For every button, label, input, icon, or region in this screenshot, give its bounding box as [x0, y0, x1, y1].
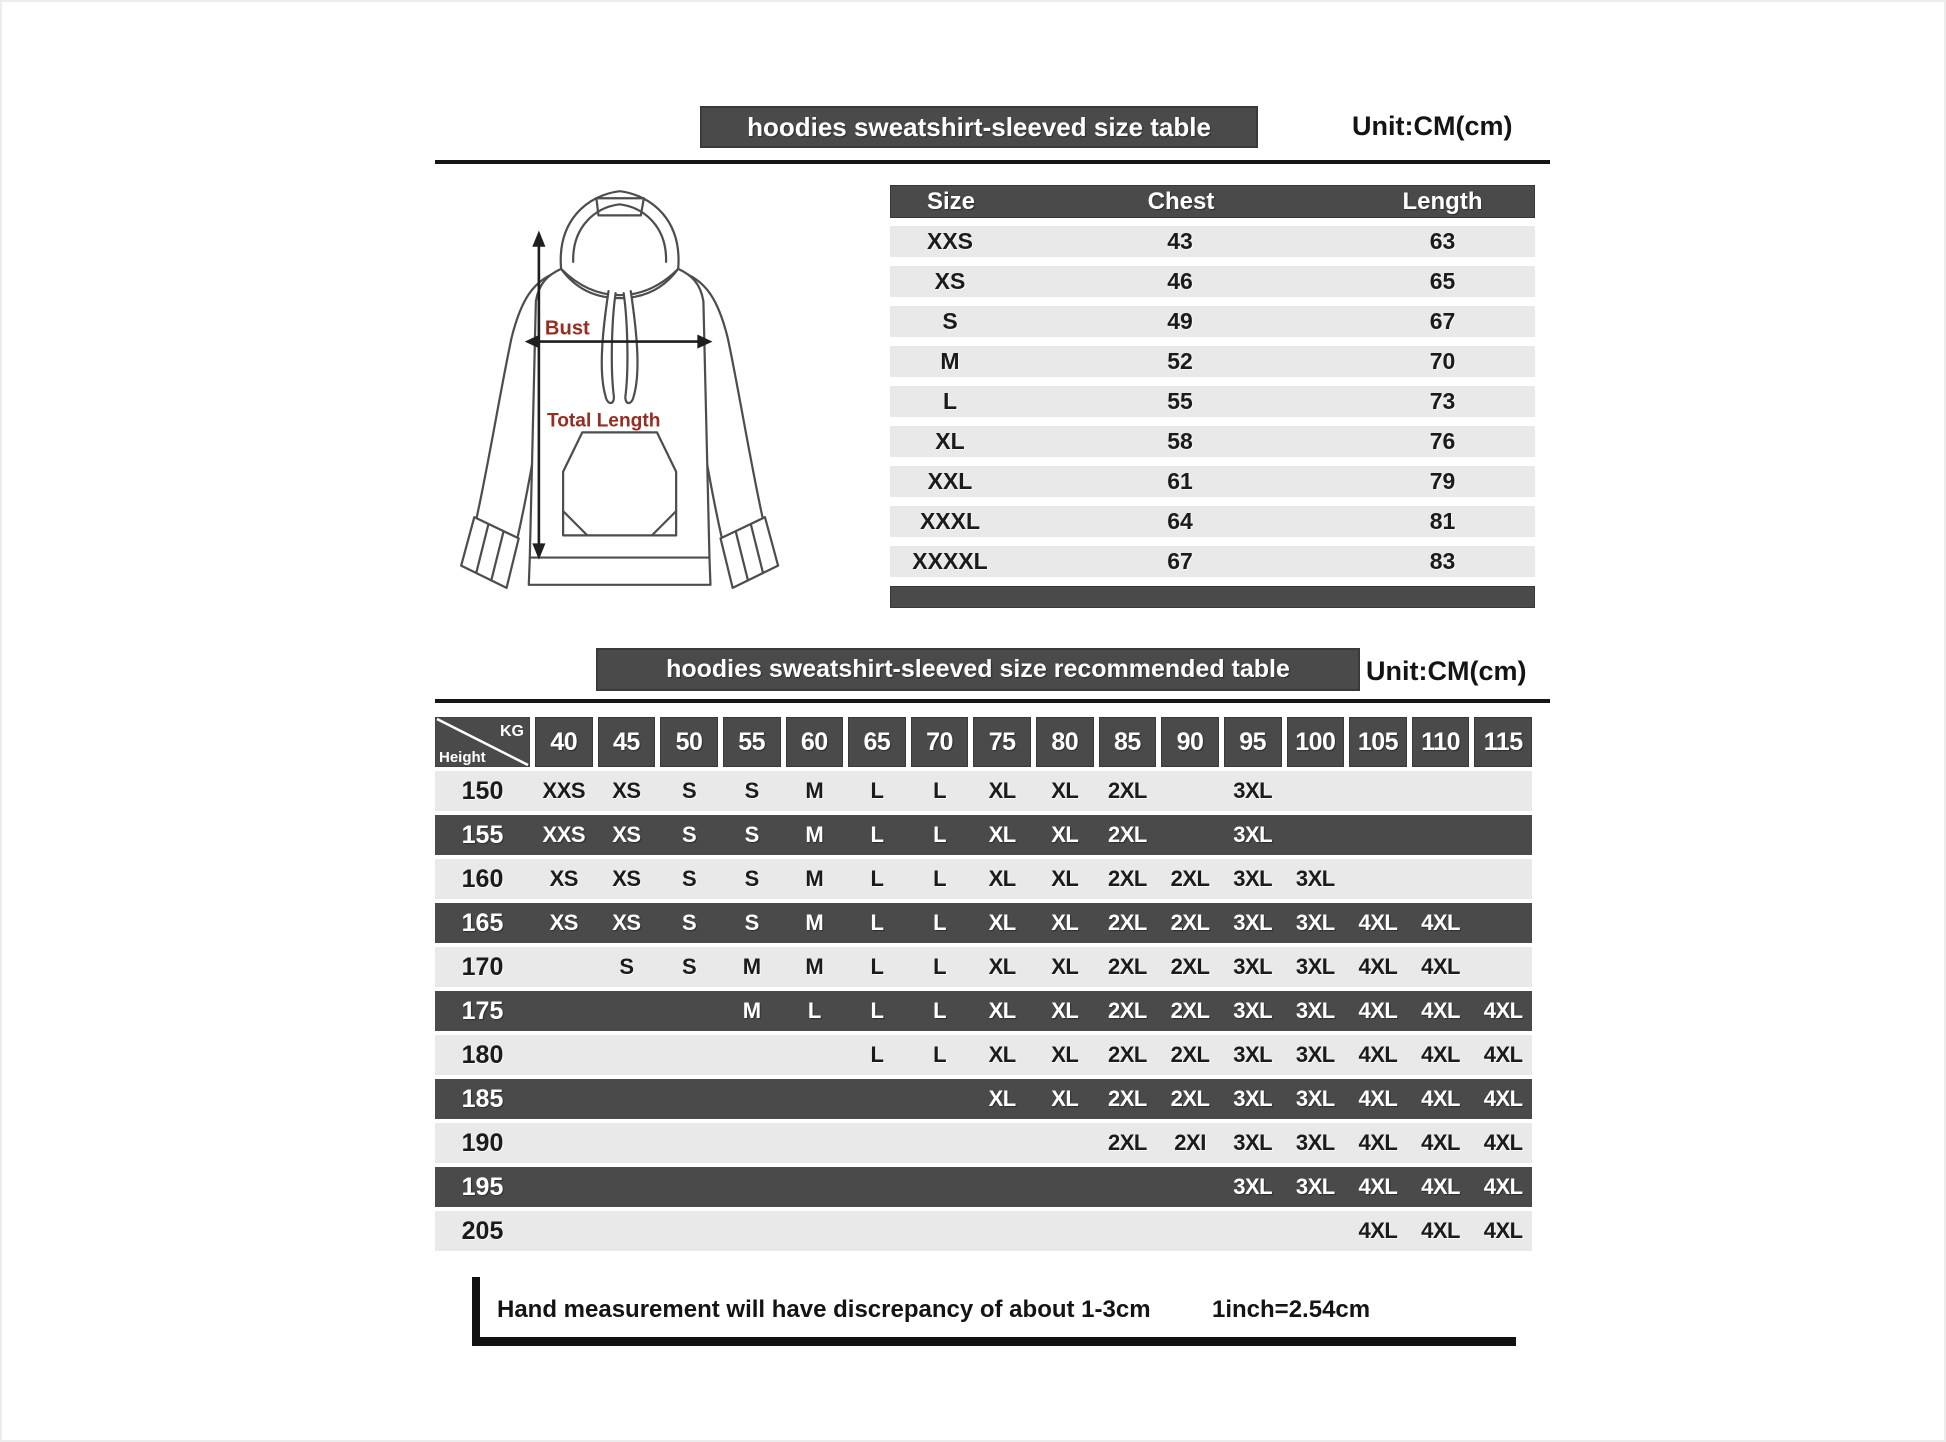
matrix-size-cell: S	[681, 910, 697, 935]
matrix-size-cell: 3XL	[1233, 954, 1273, 979]
size-table-cell-size: XXXXL	[912, 548, 988, 574]
matrix-height-label: 155	[461, 820, 504, 849]
size-table-cell-length: 65	[1429, 268, 1456, 294]
matrix-size-cell: S	[619, 954, 634, 979]
matrix-row	[435, 815, 1532, 855]
table1-title-bar	[700, 106, 1258, 148]
matrix-height-label: 195	[461, 1172, 504, 1201]
matrix-size-cell: XL	[1051, 910, 1079, 935]
size-table-row	[890, 226, 1535, 257]
matrix-size-cell: 2XL	[1170, 1086, 1210, 1111]
matrix-row	[435, 1211, 1532, 1251]
matrix-size-cell: S	[681, 954, 697, 979]
matrix-size-cell: 4XL	[1483, 1218, 1523, 1243]
matrix-size-cell: XL	[988, 998, 1016, 1023]
matrix-size-cell: 3XL	[1295, 954, 1335, 979]
kg-column-header: 40	[535, 717, 593, 767]
matrix-size-cell: 2XL	[1108, 822, 1147, 847]
matrix-size-cell: M	[805, 954, 824, 979]
matrix-size-cell: S	[681, 866, 697, 891]
matrix-row	[435, 771, 1532, 811]
matrix-size-cell: M	[805, 866, 824, 891]
kg-column-header: 100	[1287, 717, 1345, 767]
matrix-size-cell: L	[870, 822, 884, 847]
footer-bracket-vertical	[472, 1277, 480, 1346]
matrix-size-cell: XL	[988, 866, 1016, 891]
matrix-size-cell: 3XL	[1233, 910, 1273, 935]
matrix-size-cell: 3XL	[1295, 1174, 1335, 1199]
kg-column-header: 90	[1161, 717, 1219, 767]
matrix-size-cell: XL	[1051, 1042, 1079, 1067]
matrix-row	[435, 1035, 1532, 1075]
matrix-size-cell: L	[933, 954, 947, 979]
matrix-size-cell: 4XL	[1358, 1086, 1398, 1111]
matrix-size-cell: 2XL	[1170, 866, 1210, 891]
matrix-height-label: 185	[461, 1084, 504, 1113]
size-table-cell-chest: 49	[1167, 308, 1193, 334]
corner-height-label: Height	[439, 749, 486, 766]
matrix-size-cell: 2XL	[1108, 998, 1147, 1023]
size-table-cell-size: L	[942, 388, 958, 414]
matrix-size-cell: XXS	[542, 778, 586, 803]
matrix-size-cell: L	[933, 866, 947, 891]
table2-title-bar	[596, 648, 1360, 691]
kg-column-header: 45	[598, 717, 656, 767]
matrix-size-cell: 2XL	[1108, 1086, 1147, 1111]
matrix-size-cell: S	[744, 778, 759, 803]
matrix-size-cell: 3XL	[1295, 1086, 1335, 1111]
matrix-size-cell: 3XL	[1233, 822, 1273, 847]
corner-kg-label: KG	[500, 723, 524, 740]
size-measurements-table	[890, 185, 1535, 608]
bust-label: Bust	[544, 317, 590, 340]
matrix-size-cell: XS	[612, 866, 641, 891]
size-table-row	[890, 506, 1535, 537]
matrix-size-cell: XL	[988, 1042, 1016, 1067]
matrix-size-cell: 3XL	[1233, 1130, 1273, 1155]
size-table-row	[890, 266, 1535, 297]
size-table-cell-length: 70	[1429, 348, 1456, 374]
matrix-size-cell: XL	[1051, 954, 1079, 979]
matrix-size-cell: 3XL	[1233, 866, 1273, 891]
chest-column-header: Chest	[1147, 187, 1215, 215]
size-table-row	[890, 546, 1535, 577]
matrix-size-cell: S	[681, 778, 697, 803]
size-table-cell-size: XXL	[927, 468, 973, 494]
matrix-size-cell: L	[870, 910, 884, 935]
matrix-size-cell: 2XL	[1170, 954, 1210, 979]
size-table-cell-size: XS	[934, 268, 966, 294]
size-table-cell-chest: 58	[1167, 428, 1193, 454]
matrix-size-cell: 2XI	[1174, 1130, 1206, 1155]
matrix-size-cell: XS	[549, 910, 578, 935]
matrix-size-cell: 2XL	[1108, 1130, 1147, 1155]
matrix-size-cell: 2XL	[1108, 954, 1147, 979]
matrix-size-cell: XS	[612, 778, 641, 803]
matrix-size-cell: 3XL	[1295, 1042, 1335, 1067]
matrix-size-cell: M	[742, 954, 761, 979]
matrix-size-cell: XL	[1051, 1086, 1079, 1111]
matrix-size-cell: S	[681, 822, 697, 847]
matrix-height-label: 180	[461, 1040, 504, 1069]
total-length-label: Total Length	[546, 410, 661, 432]
matrix-size-cell: 4XL	[1358, 1174, 1398, 1199]
table1-title: hoodies sweatshirt-sleeved size table	[747, 111, 1211, 142]
matrix-size-cell: 2XL	[1108, 778, 1147, 803]
matrix-size-cell: 4XL	[1421, 1130, 1460, 1155]
matrix-size-cell: 2XL	[1108, 866, 1147, 891]
size-table-cell-length: 79	[1429, 468, 1456, 494]
matrix-size-cell: 3XL	[1233, 778, 1273, 803]
kg-column-header: 65	[848, 717, 906, 767]
size-table-row	[890, 306, 1535, 337]
matrix-size-cell: 2XL	[1170, 998, 1210, 1023]
hoodie-hood	[561, 191, 679, 295]
size-table-row	[890, 466, 1535, 497]
size-table-cell-size: XXS	[926, 228, 974, 254]
matrix-size-cell: L	[933, 778, 947, 803]
size-table-row	[890, 426, 1535, 457]
matrix-size-cell: L	[870, 866, 884, 891]
size-recommendation-matrix	[435, 717, 1532, 1251]
size-table-row	[890, 346, 1535, 377]
matrix-size-cell: 4XL	[1483, 1174, 1523, 1199]
size-table-cell-size: M	[940, 348, 960, 374]
matrix-size-cell: XS	[549, 866, 578, 891]
matrix-size-cell: S	[744, 866, 759, 891]
kg-column-header: 75	[973, 717, 1031, 767]
matrix-size-cell: XS	[612, 822, 641, 847]
matrix-size-cell: 3XL	[1233, 1174, 1273, 1199]
matrix-header-row	[435, 717, 1532, 767]
size-table-cell-chest: 55	[1167, 388, 1193, 414]
matrix-size-cell: M	[805, 910, 824, 935]
matrix-row	[435, 1167, 1532, 1207]
matrix-size-cell: 4XL	[1358, 910, 1398, 935]
matrix-size-cell: 4XL	[1483, 998, 1523, 1023]
matrix-height-label: 205	[461, 1216, 504, 1245]
size-table-cell-chest: 61	[1167, 468, 1193, 494]
matrix-size-cell: M	[742, 998, 761, 1023]
hoodie-pocket	[563, 432, 676, 535]
kg-column-header: 115	[1474, 717, 1532, 767]
matrix-size-cell: L	[933, 998, 947, 1023]
matrix-size-cell: XS	[612, 910, 641, 935]
matrix-size-cell: XL	[1051, 998, 1079, 1023]
kg-column-header: 60	[786, 717, 844, 767]
matrix-size-cell: XL	[988, 778, 1016, 803]
size-table-cell-chest: 46	[1167, 268, 1193, 294]
matrix-size-cell: XL	[1051, 866, 1079, 891]
middle-divider-line	[435, 699, 1550, 703]
matrix-row	[435, 1079, 1532, 1119]
size-table-header-row	[890, 185, 1535, 218]
length-column-header: Length	[1402, 187, 1483, 215]
size-table-bottom-bar	[890, 586, 1535, 608]
size-table-cell-chest: 67	[1167, 548, 1193, 574]
matrix-size-cell: XL	[988, 910, 1016, 935]
matrix-size-cell: XL	[1051, 822, 1079, 847]
matrix-size-cell: 2XL	[1108, 910, 1147, 935]
kg-column-header: 85	[1099, 717, 1157, 767]
kg-column-header: 110	[1412, 717, 1470, 767]
footer-bracket-horizontal	[472, 1337, 1516, 1346]
matrix-height-label: 165	[461, 908, 504, 937]
matrix-size-cell: 4XL	[1421, 998, 1460, 1023]
matrix-size-cell: 4XL	[1421, 954, 1460, 979]
matrix-size-cell: 4XL	[1421, 1042, 1460, 1067]
kg-column-header: 80	[1036, 717, 1094, 767]
matrix-size-cell: 4XL	[1421, 1174, 1460, 1199]
size-table-cell-chest: 43	[1167, 228, 1193, 254]
matrix-size-cell: 3XL	[1233, 998, 1273, 1023]
kg-height-corner-cell	[435, 717, 530, 767]
matrix-size-cell: 3XL	[1295, 998, 1335, 1023]
matrix-row	[435, 1123, 1532, 1163]
matrix-size-cell: 3XL	[1295, 866, 1335, 891]
hoodie-hem-band	[529, 558, 711, 585]
matrix-size-cell: 2XL	[1108, 1042, 1147, 1067]
top-divider-line	[435, 160, 1550, 164]
matrix-size-cell: 4XL	[1421, 1218, 1460, 1243]
matrix-size-cell: XL	[988, 1086, 1016, 1111]
matrix-size-cell: 4XL	[1421, 1086, 1460, 1111]
matrix-size-cell: L	[870, 1042, 884, 1067]
inch-conversion-note: 1inch=2.54cm	[1212, 1296, 1371, 1323]
matrix-size-cell: 2XL	[1170, 910, 1210, 935]
matrix-row	[435, 903, 1532, 943]
matrix-size-cell: L	[807, 998, 821, 1023]
matrix-size-cell: 4XL	[1483, 1086, 1523, 1111]
matrix-row	[435, 991, 1532, 1031]
matrix-size-cell: 4XL	[1358, 954, 1398, 979]
size-table-cell-length: 67	[1429, 308, 1456, 334]
size-table-cell-size: S	[942, 308, 958, 334]
matrix-row	[435, 947, 1532, 987]
matrix-size-cell: XL	[1051, 778, 1079, 803]
matrix-height-label: 160	[461, 864, 504, 893]
matrix-size-cell: 4XL	[1358, 1130, 1398, 1155]
kg-column-header: 95	[1224, 717, 1282, 767]
matrix-size-cell: 3XL	[1295, 1130, 1335, 1155]
matrix-height-label: 150	[461, 776, 504, 805]
matrix-size-cell: L	[933, 822, 947, 847]
kg-column-header: 70	[911, 717, 969, 767]
matrix-size-cell: XL	[988, 954, 1016, 979]
matrix-size-cell: 4XL	[1358, 1042, 1398, 1067]
matrix-size-cell: 4XL	[1358, 998, 1398, 1023]
matrix-size-cell: L	[933, 1042, 947, 1067]
matrix-size-cell: 3XL	[1295, 910, 1335, 935]
matrix-size-cell: L	[933, 910, 947, 935]
size-table-cell-length: 83	[1429, 548, 1456, 574]
matrix-size-cell: L	[870, 998, 884, 1023]
kg-column-header: 105	[1349, 717, 1407, 767]
matrix-size-cell: L	[870, 778, 884, 803]
size-table-cell-length: 73	[1429, 388, 1456, 414]
matrix-size-cell: 4XL	[1421, 910, 1460, 935]
matrix-size-cell: 4XL	[1358, 1218, 1398, 1243]
size-table-cell-length: 81	[1429, 508, 1456, 534]
matrix-row	[435, 859, 1532, 899]
matrix-size-cell: 2XL	[1170, 1042, 1210, 1067]
table1-unit-label: Unit:CM(cm)	[1352, 111, 1513, 141]
size-table-row	[890, 386, 1535, 417]
matrix-size-cell: M	[805, 778, 824, 803]
matrix-size-cell: 4XL	[1483, 1042, 1523, 1067]
matrix-size-cell: 3XL	[1233, 1042, 1273, 1067]
kg-column-header: 50	[660, 717, 718, 767]
size-table-cell-length: 63	[1429, 228, 1456, 254]
matrix-size-cell: S	[744, 910, 759, 935]
matrix-size-cell: S	[744, 822, 759, 847]
matrix-height-label: 175	[461, 996, 504, 1025]
size-table-cell-size: XL	[935, 428, 965, 454]
matrix-height-label: 170	[461, 952, 504, 981]
matrix-body	[435, 771, 1532, 1251]
hoodie-measurement-diagram	[448, 172, 872, 606]
matrix-size-cell: XL	[988, 822, 1016, 847]
measurement-discrepancy-note: Hand measurement will have discrepancy of about 1-3cm	[497, 1296, 1151, 1323]
kg-column-header: 55	[723, 717, 781, 767]
table2-unit-label: Unit:CM(cm)	[1366, 656, 1527, 686]
matrix-size-cell: XXS	[542, 822, 586, 847]
size-table-cell-length: 76	[1429, 428, 1456, 454]
size-column-header: Size	[926, 187, 976, 215]
table2-title: hoodies sweatshirt-sleeved size recommended table	[666, 655, 1290, 683]
matrix-height-label: 190	[461, 1128, 504, 1157]
size-table-cell-chest: 64	[1167, 508, 1193, 534]
size-table-cell-chest: 52	[1167, 348, 1193, 374]
matrix-size-cell: 3XL	[1233, 1086, 1273, 1111]
size-table-cell-size: XXXL	[919, 508, 981, 534]
matrix-size-cell: M	[805, 822, 824, 847]
matrix-size-cell: 4XL	[1483, 1130, 1523, 1155]
matrix-size-cell: L	[870, 954, 884, 979]
